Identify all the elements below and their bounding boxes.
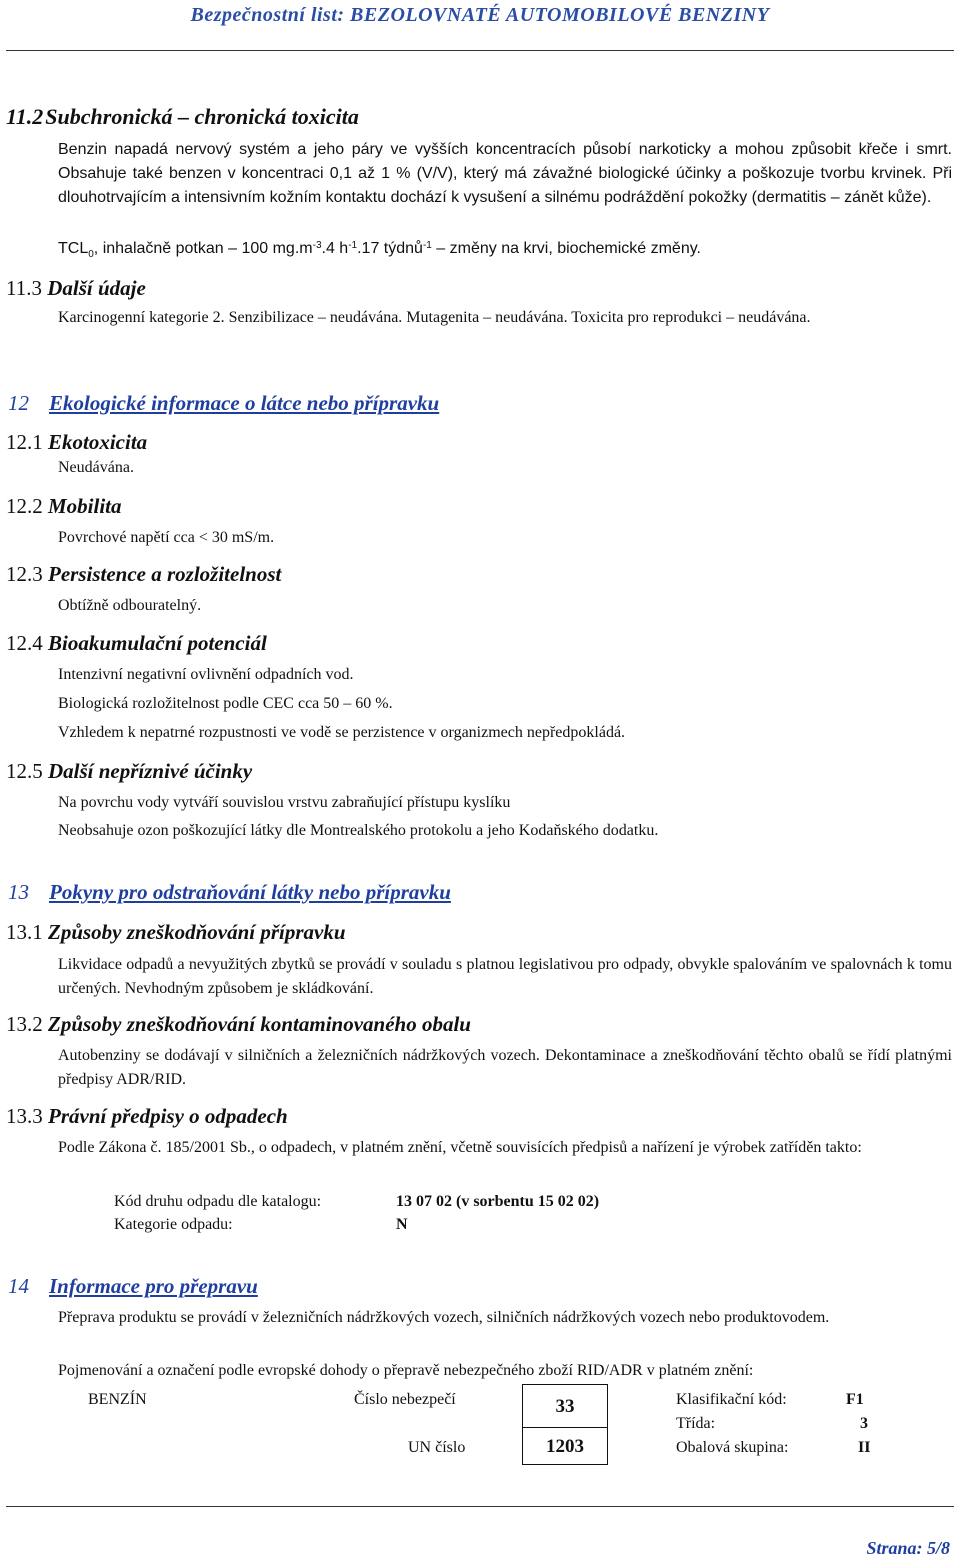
section-12-heading: 12 Ekologické informace o látce nebo přípravku [8,391,440,415]
section-11-2-text: Benzin napadá nervový systém a jeho páry ve vyšších koncentracích působí narkoticky a mohou způsobit křeče i smrt. Obsahuje také benzen v koncentraci 0,1 až 1 % (V/V), který má závažné biologické účinky a poškozuje tvorbu krvinek. Při dlouhotrvajícím a intensivním kožním kontaktu dochází k vysušení a silnému podráždění pokožky (dermatitis – zánět kůže). [58,141,952,206]
class-value: 3 [860,1415,868,1432]
section-12-3-heading: 12.3 Persistence a rozložitelnost [6,562,282,586]
section-title: Subchronická – chronická toxicita [45,104,359,129]
section-11-3-text: Karcinogenní kategorie 2. Senzibilizace – neudávána. Mutagenita – neudávána. Toxicita pro reprodukci – neudávána. [58,309,811,326]
packing-group-label: Obalová skupina: [676,1439,789,1456]
waste-code-value: 13 07 02 (v sorbentu 15 02 02) [396,1193,600,1210]
hazard-number-label: Číslo nebezpečí [354,1391,456,1408]
footer-divider [6,1506,954,1507]
section-12-4-line-2: Biologická rozložitelnost podle CEC cca 50 – 60 %. [58,695,393,712]
waste-category-label: Kategorie odpadu: [114,1216,233,1233]
waste-category-value: N [396,1216,408,1233]
class-label: Třída: [676,1415,716,1432]
section-12-2-text: Povrchové napětí cca < 30 mS/m. [58,529,275,546]
section-12-5-line-1: Na povrchu vody vytváří souvislou vrstvu zabraňující přístupu kyslíku [58,794,511,811]
section-12-1-heading: 12.1 Ekotoxicita [6,430,148,454]
packing-group-value: II [858,1439,871,1456]
un-number-box: 1203 [522,1427,608,1465]
section-12-3-text: Obtížně odbouratelný. [58,597,202,614]
section-number: 11.2 [6,104,44,129]
section-12-4-line-1: Intenzivní negativní ovlivnění odpadních vod. [58,666,354,683]
section-13-2-heading: 13.2 Způsoby zneškodňování kontaminovaného obalu [6,1012,471,1036]
document-header: Bezpečnostní list: BEZOLOVNATÉ AUTOMOBILOVÉ BENZINY [190,4,770,26]
section-13-1-heading: 13.1 Způsoby zneškodňování přípravku [6,920,346,944]
section-12-5-line-2: Neobsahuje ozon poškozující látky dle Montrealského protokolu a jeho Kodaňského dodatku. [58,822,659,839]
tcl-line: $TCL_0$, inhalačně potkan – 100 $mg.m^{-3}.4$ $h^{-1}.17$ týdnů$^{-1}$ – změny na krvi, biochemické změny. [58,240,701,261]
waste-code-label: Kód druhu odpadu dle katalogu: [114,1193,322,1210]
section-14-heading: 14 Informace pro přepravu [8,1274,258,1298]
section-12-5-heading: 12.5 Další nepříznivé účinky [6,759,253,783]
section-13-3-text: Podle Zákona č. 185/2001 Sb., o odpadech, v platném znění, včetně souvisících předpisů a nařízení je výrobek zatříděn takto: [58,1139,862,1156]
classification-code-label: Klasifikační kód: [676,1391,787,1408]
un-number-label: UN číslo [408,1439,466,1456]
section-13-1-text: Likvidace odpadů a nevyužitých zbytků se provádí v souladu s platnou legislativou pro odpady, obvykle spalováním ve spalovnách k tomu určených. Nevhodným způsobem je skládkování. [58,956,952,997]
classification-code-value: F1 [846,1391,864,1408]
header-divider [6,50,954,51]
section-14-rid-adr: Pojmenování a označení podle evropské dohody o přepravě nebezpečného zboží RID/ADR v platném znění: [58,1362,754,1379]
section-12-2-heading: 12.2 Mobilita [6,494,122,518]
section-12-4-line-3: Vzhledem k nepatrné rozpustnosti ve vodě se perzistence v organizmech nepředpokládá. [58,724,626,741]
product-name: BENZÍN [88,1391,147,1408]
section-12-4-heading: 12.4 Bioakumulační potenciál [6,631,267,655]
section-13-2-text: Autobenziny se dodávají v silničních a železničních nádržkových vozech. Dekontaminace a zneškodňování těchto obalů se řídí platnými předpisy ADR/RID. [58,1047,952,1088]
section-11-3-heading: 11.3 Další údaje [6,276,146,300]
section-14-text: Přeprava produktu se provádí v železničních nádržkových vozech, silničních nádržkových vozech nebo produktovodem. [58,1309,830,1326]
section-11-2-heading [6,104,359,130]
section-13-3-heading: 13.3 Právní předpisy o odpadech [6,1104,288,1128]
section-13-heading: 13 Pokyny pro odstraňování látky nebo přípravku [8,880,451,904]
section-12-1-text: Neudávána. [58,459,134,476]
page-number: Strana: 5/8 [866,1538,950,1558]
hazard-number-box: 33 [522,1384,608,1428]
